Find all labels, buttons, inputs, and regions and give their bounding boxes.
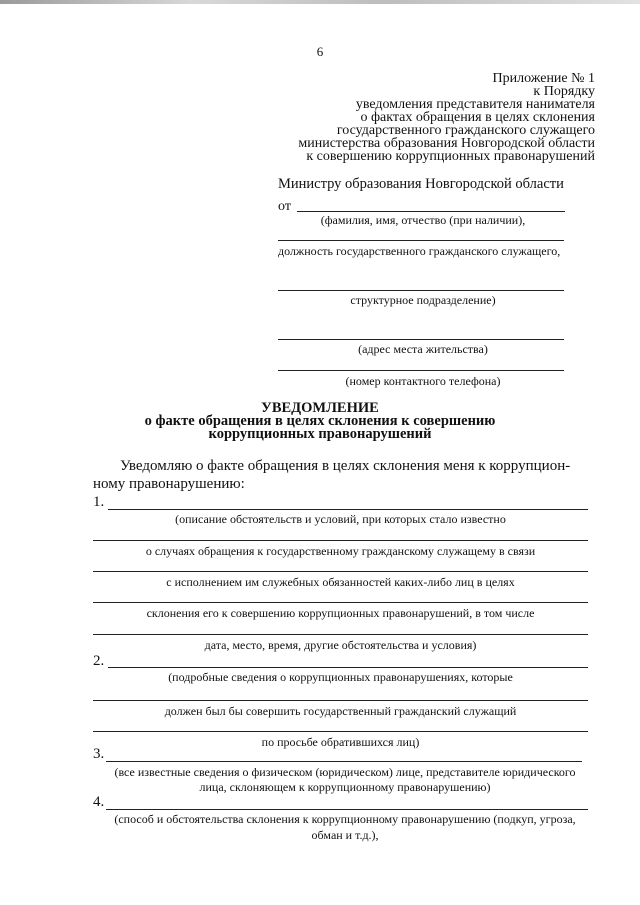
item-caption: склонения его к совершению коррупционных правонарушений, в том числе <box>146 606 535 620</box>
phone-caption: (номер контактного телефона) <box>345 374 501 388</box>
field-line <box>106 809 588 810</box>
item-number: 3. <box>93 746 105 762</box>
addressee-to: Министру образования Новгородской области <box>278 176 564 192</box>
intro-text: ному правонарушению: <box>93 476 245 492</box>
item-caption: о случаях обращения к государственному гражданскому служащему в связи <box>145 544 536 558</box>
item-caption: (способ и обстоятельства склонения к коррупционному правонарушению (подкуп, угроза, <box>114 812 576 826</box>
position-caption: должность государственного гражданского служащего, <box>278 244 561 258</box>
appendix-line: уведомления представителя нанимателя <box>355 97 595 112</box>
addressee-from-label: от <box>278 199 291 214</box>
address-caption: (адрес места жительства) <box>358 342 488 356</box>
field-line <box>93 602 588 603</box>
item-number: 1. <box>93 494 105 510</box>
appendix-line: к Порядку <box>533 84 595 99</box>
appendix-line: к совершению коррупционных правонарушений <box>306 149 595 164</box>
item-caption: (подробные сведения о коррупционных правонарушениях, которые <box>168 670 513 684</box>
item-caption: с исполнением им служебных обязанностей каких-либо лиц в целях <box>166 575 515 589</box>
document-title: УВЕДОМЛЕНИЕ <box>261 400 379 416</box>
item-caption: дата, место, время, другие обстоятельства и условия) <box>204 638 477 652</box>
division-caption: структурное подразделение) <box>350 293 496 307</box>
division-line <box>278 290 564 291</box>
item-caption: по просьбе обратившихся лиц) <box>261 735 420 749</box>
fio-caption: (фамилия, имя, отчество (при наличии), <box>320 213 526 227</box>
field-line <box>93 700 588 701</box>
document-subtitle: коррупционных правонарушений <box>208 426 432 442</box>
item-caption: лица, склоняющем к коррупционному правонарушению) <box>199 780 491 794</box>
appendix-line: о фактах обращения в целях склонения <box>360 110 595 125</box>
appendix-line: Приложение № 1 <box>492 71 595 86</box>
appendix-line: министерства образования Новгородской области <box>298 136 595 151</box>
item-number: 4. <box>93 794 105 810</box>
item-caption: (все известные сведения о физическом (юридическом) лице, представителе юридического <box>114 765 576 779</box>
field-line <box>93 540 588 541</box>
phone-line <box>278 370 564 371</box>
appendix-header <box>298 72 595 163</box>
item-number: 2. <box>93 653 105 669</box>
fio-line <box>297 211 565 212</box>
item-caption: должен был бы совершить государственный гражданский служащий <box>164 704 517 718</box>
field-line <box>108 509 588 510</box>
position-line <box>278 240 564 241</box>
document-subtitle: о факте обращения в целях склонения к совершению <box>144 413 496 429</box>
scan-edge <box>0 0 640 4</box>
field-line <box>93 571 588 572</box>
field-line <box>106 761 582 762</box>
field-line <box>93 634 588 635</box>
item-caption: (описание обстоятельств и условий, при которых стало известно <box>175 512 506 526</box>
item-caption: обман и т.д.), <box>311 828 379 842</box>
intro-text: Уведомляю о факте обращения в целях склонения меня к коррупцион- <box>120 458 571 474</box>
page-number: 6 <box>316 44 324 59</box>
field-line <box>93 731 588 732</box>
address-line <box>278 339 564 340</box>
appendix-line: государственного гражданского служащего <box>336 123 595 138</box>
field-line <box>108 667 588 668</box>
